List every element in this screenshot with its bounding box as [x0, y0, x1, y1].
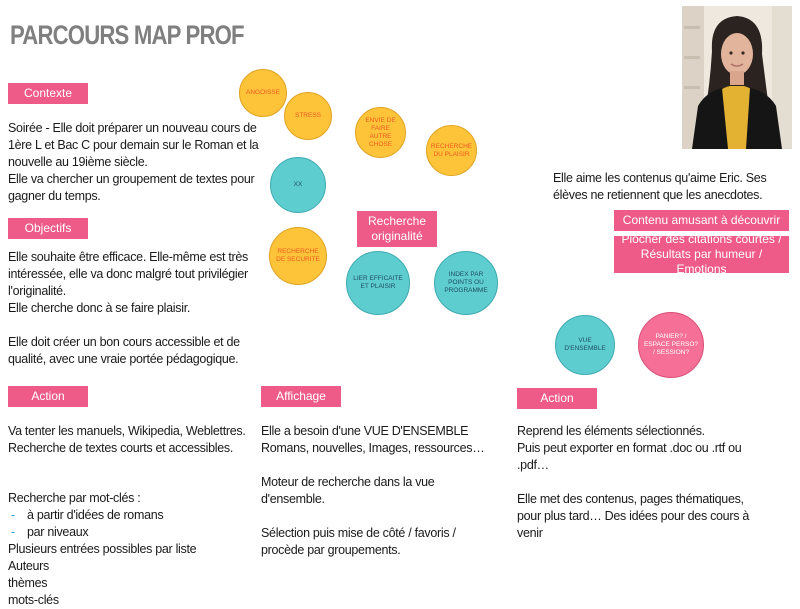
list-item: - par niveaux: [8, 524, 268, 541]
bubble-panier-espace-perso: PANIER? / ESPACE PERSO? / SESSION?: [638, 312, 704, 378]
persona-text: Elle aime les contenus qu'aime Eric. Ses élèves ne retiennent que les anecdotes.: [553, 171, 767, 202]
bubble-recherche-plaisir: RECHERCHE DU PLAISIR: [426, 125, 477, 176]
bubble-vue-ensemble: VUE D'ENSEMBLE: [555, 315, 615, 375]
list-item: Auteurs: [8, 559, 49, 573]
bubble-recherche-securite: RECHERCHE DE SECURITE: [269, 227, 327, 285]
bullet-dash-icon: -: [11, 508, 15, 522]
list-item: thèmes: [8, 576, 48, 590]
bubble-index-points-programme: INDEX PAR POINTS OU PROGRAMME: [434, 251, 498, 315]
bubble-lier-efficaite-plaisir: LIER EFFICAITE ET PLAISIR: [346, 251, 410, 315]
bubble-xx: XX: [270, 157, 326, 213]
list-item: mots-clés: [8, 593, 59, 607]
keyword-search-title: Recherche par mot-clés :: [8, 491, 141, 505]
bubble-stress: STRESS: [284, 92, 332, 140]
page-title: PARCOURS MAP PROF: [10, 20, 244, 50]
action-right-tag: Action: [517, 388, 597, 409]
recherche-originalite-tag: Recherche originalité: [357, 211, 437, 247]
list-item: Plusieurs entrées possibles par liste: [8, 542, 197, 556]
bullet-dash-icon: -: [11, 525, 15, 539]
contexte-text: Soirée - Elle doit préparer un nouveau cours de 1ère L et Bac C pour demain sur le Roman et la nouvelle au 19ième siècle. Elle va chercher un groupement de textes pour gagner du temps.: [8, 121, 259, 203]
action-right-text: Reprend les éléments sélectionnés. Puis peut exporter en format .doc ou .rtf ou .pdf… Elle met des contenus, pages thématiques, pour plus tard… Des idées pour des cours à venir: [517, 424, 749, 540]
bubble-angoisse: ANGOISSE: [239, 69, 287, 117]
objectifs-tag: Objectifs: [8, 218, 88, 239]
action-left-text: Va tenter les manuels, Wikipedia, Weblettres. Recherche de textes courts et accessibles.: [8, 424, 246, 455]
affichage-tag: Affichage: [261, 386, 341, 407]
list-item: - à partir d'idées de romans: [8, 507, 268, 524]
contenu-amusant-tag: Contenu amusant à découvrir: [614, 210, 789, 231]
bubble-envie-autre-chose: ENVIE DE FAIRE AUTRE CHOSE: [355, 107, 406, 158]
affichage-text: Elle a besoin d'une VUE D'ENSEMBLE Romans, nouvelles, Images, ressources… Moteur de recherche dans la vue d'ensemble. Sélection puis mise de côté / favoris / procède par groupements.: [261, 424, 485, 557]
teacher-portrait-photo: [682, 6, 792, 149]
contexte-tag: Contexte: [8, 83, 88, 104]
objectifs-text: Elle souhaite être efficace. Elle-même est très intéressée, elle va donc malgré tout privilégier l'originalité. Elle cherche donc à se faire plaisir. Elle doit créer un bon cours accessible et de qualité, avec une vraie portée pédagogique.: [8, 250, 248, 366]
keyword-search-list: [8, 490, 268, 609]
piocher-citations-tag: Piocher des citations courtes / Résultats par humeur / Emotions: [614, 236, 789, 273]
action-left-tag: Action: [8, 386, 88, 407]
